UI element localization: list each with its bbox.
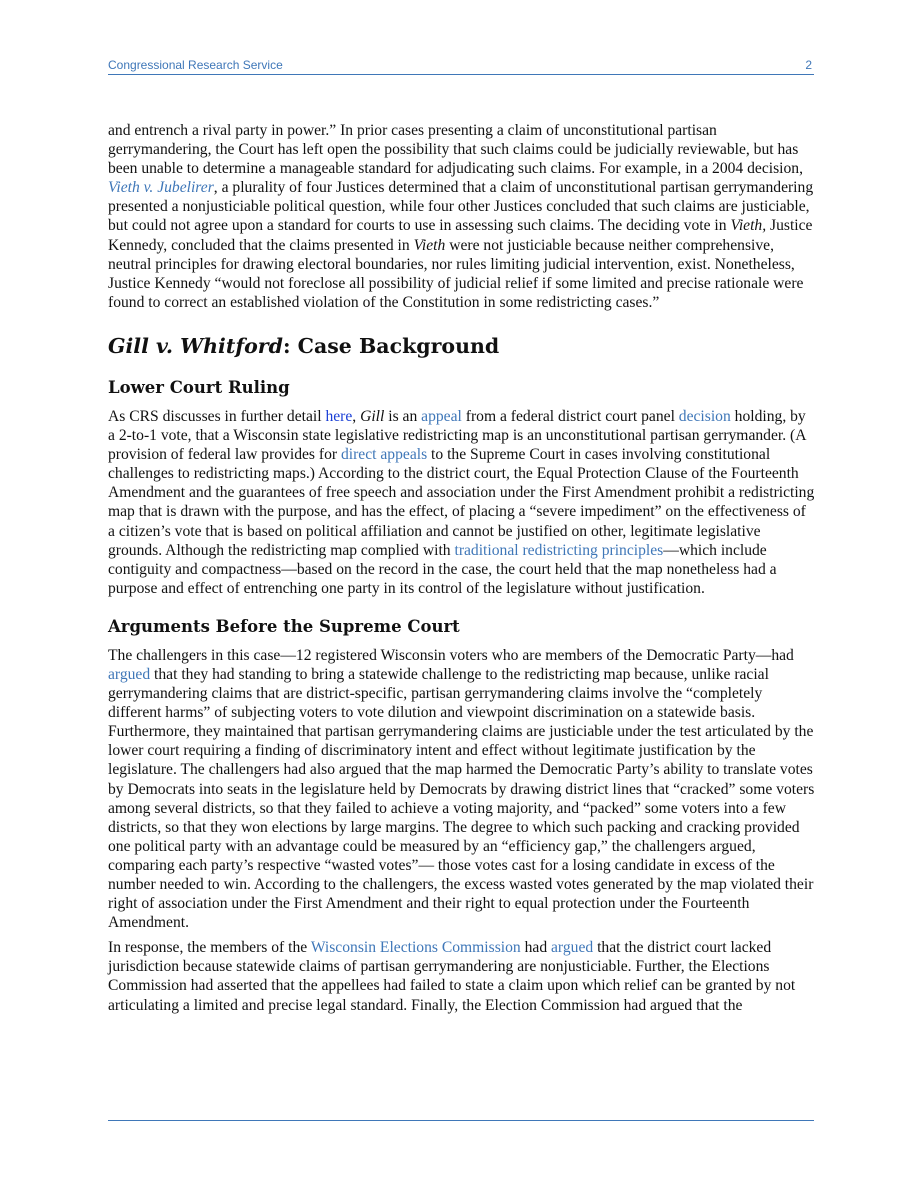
link-traditional-redistricting-principles[interactable]: traditional redistricting principles xyxy=(454,541,664,559)
intro-paragraph: and entrench a rival party in power.” In prior cases presenting a claim of unconstitutional partisan gerrymandering, the Court has left open the possibility that such claims could be judicially reviewable, but has been unable to determine a manageable standard for adjudicating such claims. For example, in a 2004 decision, Vieth v. Jubelirer, a plurality of four Justices determined that a claim of unconstitutional partisan gerrymandering presented a nonjusticiable political question, while four other Justices concluded that such claims are justiciable, but could not agree upon a standard for courts to use in assessing such claims. The deciding vote in Vieth, Justice Kennedy, concluded that the claims presented in Vieth were not justiciable because neither comprehensive, neutral principles for drawing electoral boundaries, nor rules limiting judicial intervention, exist. Nonetheless, Justice Kennedy “would not foreclose all possibility of judicial relief if some limited and precise rationale were found to correct an established violation of the Constitution in some redistricting cases.” xyxy=(108,122,814,311)
document-body xyxy=(108,121,816,1021)
link-argued-commission[interactable]: argued xyxy=(551,939,594,957)
section-heading: Gill v. Whitford: Case Background xyxy=(108,333,500,358)
header-organization: Congressional Research Service xyxy=(108,58,283,72)
link-appeal[interactable]: appeal xyxy=(421,407,462,425)
link-wisconsin-elections-commission[interactable]: Wisconsin Elections Commission xyxy=(310,939,521,957)
arguments-paragraph-1: The challengers in this case—12 registered Wisconsin voters who are members of the Democratic Party—had argued that they had standing to bring a statewide challenge to the redistricting map because, unlike racial gerrymandering claims that are district-specific, partisan gerrymandering claims involve the “completely different harms” of subjecting voters to vote dilution and viewpoint discrimination on a statewide basis. Furthermore, they maintained that partisan gerrymandering claims are justiciable under the test articulated by the lower court requiring a finding of discriminatory intent and effect without legitimate justification by the legislature. The challengers had also argued that the map harmed the Democratic Party’s ability to translate votes by Democrats into seats in the legislature held by Democrats by drawing district lines that “cracked” some voters among several districts, so that they failed to achieve a voting majority, and “packed” some voters into a few districts, so that they won elections by large margins. The degree to which such packing and cracking provided one political party with an advantage could be measured by an “efficiency gap,” the challengers argued, comparing each party’s respective “wasted votes”— those votes cast for a losing candidate in excess of the number needed to win. According to the challengers, the excess wasted votes generated by the map violated their right of association under the First Amendment and their right to equal protection under the Fourteenth Amendment. xyxy=(108,646,815,932)
link-decision[interactable]: decision xyxy=(678,407,731,425)
link-argued-challengers[interactable]: argued xyxy=(108,665,151,683)
link-here[interactable]: here xyxy=(325,407,353,425)
page-header xyxy=(108,56,814,75)
subheading-arguments: Arguments Before the Supreme Court xyxy=(108,616,460,636)
page-number: 2 xyxy=(805,58,812,72)
footer-rule xyxy=(108,1120,814,1121)
link-direct-appeals[interactable]: direct appeals xyxy=(340,446,428,464)
lower-court-paragraph: As CRS discusses in further detail here, Gill is an appeal from a federal district court panel decision holding, by a 2-to-1 vote, that a Wisconsin state legislative redistricting map is an unconstitutional partisan gerrymander. (A provision of federal law provides for direct appeals to the Supreme Court in cases involving constitutional challenges to redistricting maps.) According to the district court, the Equal Protection Clause of the Fourteenth Amendment and the guarantees of free speech and association under the First Amendment prohibit a redistricting map that is drawn with the purpose, and has the effect, of placing a “severe impediment” on the effectiveness of a citizen’s vote that is based on political affiliation and cannot be justified on other, legitimate legislative grounds. Although the redistricting map complied with traditional redistricting principles—which include contiguity and compactness—based on the record in the case, the court held that the map nonetheless had a purpose and effect of entrenching one party in its control of the legislature without justification. xyxy=(108,407,815,597)
arguments-paragraph-2: In response, the members of the Wisconsin Elections Commission had argued that the district court lacked jurisdiction because statewide claims of partisan gerrymandering are nonjusticiable. Further, the Elections Commission had asserted that the appellees had failed to state a claim upon which relief can be granted by not articulating a limited and precise legal standard. Finally, the Election Commission had argued that the xyxy=(108,939,796,1014)
link-vieth-v-jubelirer[interactable]: Vieth v. Jubelirer xyxy=(108,179,214,197)
subheading-lower-court-ruling: Lower Court Ruling xyxy=(108,377,290,397)
